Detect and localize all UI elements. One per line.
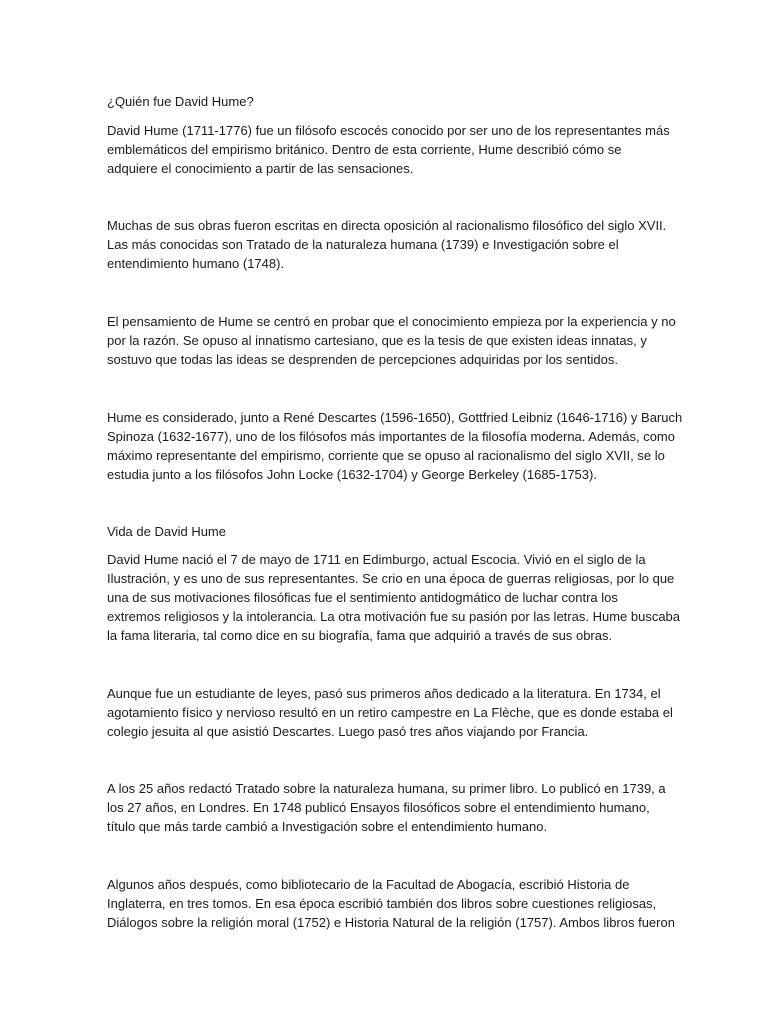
heading-life-of-hume: Vida de David Hume: [107, 524, 226, 539]
paragraph-line: Spinoza (1632-1677), uno de los filósofos más importantes de la filosofía moderna. Además, como: [107, 429, 675, 444]
paragraph-birth: [107, 550, 681, 645]
paragraph-line: Hume es considerado, junto a René Descartes (1596-1650), Gottfried Leibniz (1646-1716) y Baruch: [107, 410, 683, 425]
paragraph-line: la fama literaria, tal como dice en su biografía, fama que adquirió a través de sus obras.: [107, 628, 613, 643]
paragraph-line: Inglaterra, en tres tomos. En esa época escribió también dos libros sobre cuestiones religiosas,: [107, 896, 657, 911]
paragraph-line: sostuvo que todas las ideas se desprenden de percepciones adquiridas por los sentidos.: [107, 352, 618, 367]
paragraph-line: Aunque fue un estudiante de leyes, pasó sus primeros años dedicado a la literatura. En 1734, el: [107, 686, 661, 701]
paragraph-line: David Hume nació el 7 de mayo de 1711 en Edimburgo, actual Escocia. Vivió en el siglo de la: [107, 552, 646, 567]
paragraph-line: una de sus motivaciones filosóficas fue el sentimiento antidogmático de luchar contra los: [107, 590, 618, 605]
paragraph-thought: [107, 312, 677, 369]
paragraph-line: emblemáticos del empirismo británico. Dentro de esta corriente, Hume describió cómo se: [107, 142, 622, 157]
paragraph-line: los 27 años, en Londres. En 1748 publicó Ensayos filosóficos sobre el entendimiento humano,: [107, 800, 650, 815]
paragraph-line: por la razón. Se opuso al innatismo cartesiano, que es la tesis de que existen ideas innatas, y: [107, 333, 647, 348]
paragraph-line: colegio jesuita al que asistió Descartes. Luego pasó tres años viajando por Francia.: [107, 724, 589, 739]
paragraph-line: agotamiento físico y nervioso resultó en un retiro campestre en La Flèche, que es donde estaba el: [107, 705, 673, 720]
paragraph-line: adquiere el conocimiento a partir de las sensaciones.: [107, 161, 414, 176]
paragraph-line: David Hume (1711-1776) fue un filósofo escocés conocido por ser uno de los representantes más: [107, 123, 670, 138]
paragraph-line: máximo representante del empirismo, corriente que se opuso al racionalismo del siglo XVII, se lo: [107, 448, 665, 463]
paragraph-line: título que más tarde cambió a Investigación sobre el entendimiento humano.: [107, 819, 548, 834]
paragraph-early-years: [107, 684, 677, 741]
paragraph-works: [107, 216, 677, 273]
paragraph-line: Algunos años después, como bibliotecario de la Facultad de Abogacía, escribió Historia de: [107, 877, 630, 892]
paragraph-line: A los 25 años redactó Tratado sobre la naturaleza humana, su primer libro. Lo publicó en 1739, a: [107, 781, 666, 796]
paragraph-librarian: [107, 875, 677, 932]
heading-who-was-hume: ¿Quién fue David Hume?: [107, 94, 254, 109]
paragraph-line: El pensamiento de Hume se centró en probar que el conocimiento empieza por la experiencia y no: [107, 314, 676, 329]
paragraph-importance: [107, 408, 683, 484]
paragraph-line: Muchas de sus obras fueron escritas en directa oposición al racionalismo filosófico del siglo XVII.: [107, 218, 667, 233]
paragraph-line: entendimiento humano (1748).: [107, 256, 285, 271]
paragraph-line: estudia junto a los filósofos John Locke (1632-1704) y George Berkeley (1685-1753).: [107, 467, 597, 482]
paragraph-line: Ilustración, y es uno de sus representantes. Se crio en una época de guerras religiosas, por lo que: [107, 571, 675, 586]
paragraph-line: extremos religiosos y la intolerancia. La otra motivación fue su pasión por las letras. Hume buscaba: [107, 609, 681, 624]
paragraph-first-book: [107, 779, 677, 836]
paragraph-intro: [107, 121, 677, 178]
paragraph-line: Las más conocidas son Tratado de la naturaleza humana (1739) e Investigación sobre el: [107, 237, 619, 252]
paragraph-line: Diálogos sobre la religión moral (1752) e Historia Natural de la religión (1757). Ambos libros fueron: [107, 915, 675, 930]
